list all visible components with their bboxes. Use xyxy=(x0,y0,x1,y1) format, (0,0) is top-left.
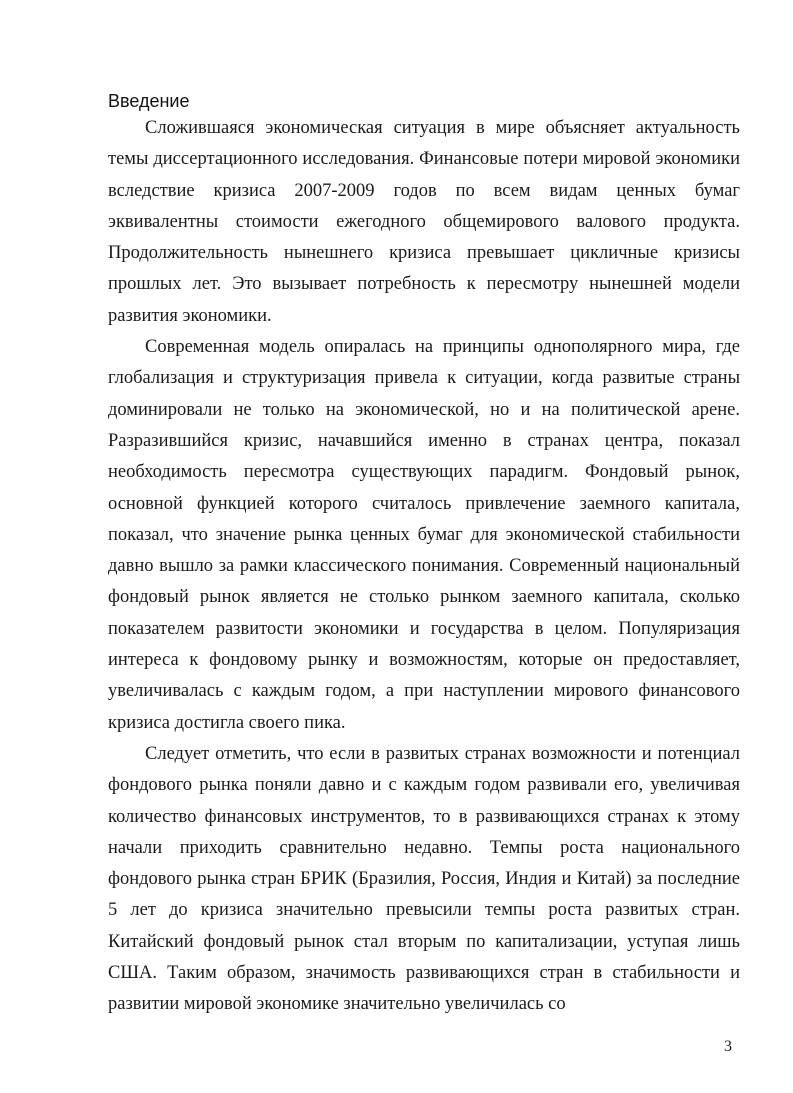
page-number: 3 xyxy=(724,1038,732,1055)
paragraph-1: Сложившаяся экономическая ситуация в мире объясняет актуальность темы диссертационного исследования. Финансовые потери мировой экономики вследствие кризиса 2007-2009 годов по всем видам ценных бумаг эквивалентны стоимости ежегодного общемирового валового продукта. Продолжительность нынешнего кризиса превышает цикличные кризисы прошлых лет. Это вызывает потребность к пересмотру нынешней модели развития экономики. xyxy=(108,118,740,326)
paragraph-2: Современная модель опиралась на принципы однополярного мира, где глобализация и структуризация привела к ситуации, когда развитые страны доминировали не только на экономической, но и на политической арене. Разразившийся кризис, начавшийся именно в странах центра, показал необходимость пересмотра существующих парадигм. Фондовый рынок, основной функцией которого считалось привлечение заемного капитала, показал, что значение рынка ценных бумаг для экономической стабильности давно вышло за рамки классического понимания. Современный национальный фондовый рынок является не столько рынком заемного капитала, сколько показателем развитости экономики и государства в целом. Популяризация интереса к фондовому рынку и возможностям, которые он предоставляет, увеличивалась с каждым годом, а при наступлении мирового финансового кризиса достигла своего пика. xyxy=(108,337,740,733)
paragraph-3: Следует отметить, что если в развитых странах возможности и потенциал фондового рынка поняли давно и с каждым годом развивали его, увеличивая количество финансовых инструментов, то в развивающихся странах к этому начали приходить сравнительно недавно. Темпы роста национального фондового рынка стран БРИК (Бразилия, Россия, Индия и Китай) за последние 5 лет до кризиса значительно превысили темпы роста развитых стран. Китайский фондовый рынок стал вторым по капитализации, уступая лишь США. Таким образом, значимость развивающихся стран в стабильности и развитии мировой экономике значительно увеличилась со xyxy=(108,743,740,1015)
section-heading: Введение xyxy=(108,91,190,111)
body-text xyxy=(108,113,740,1021)
